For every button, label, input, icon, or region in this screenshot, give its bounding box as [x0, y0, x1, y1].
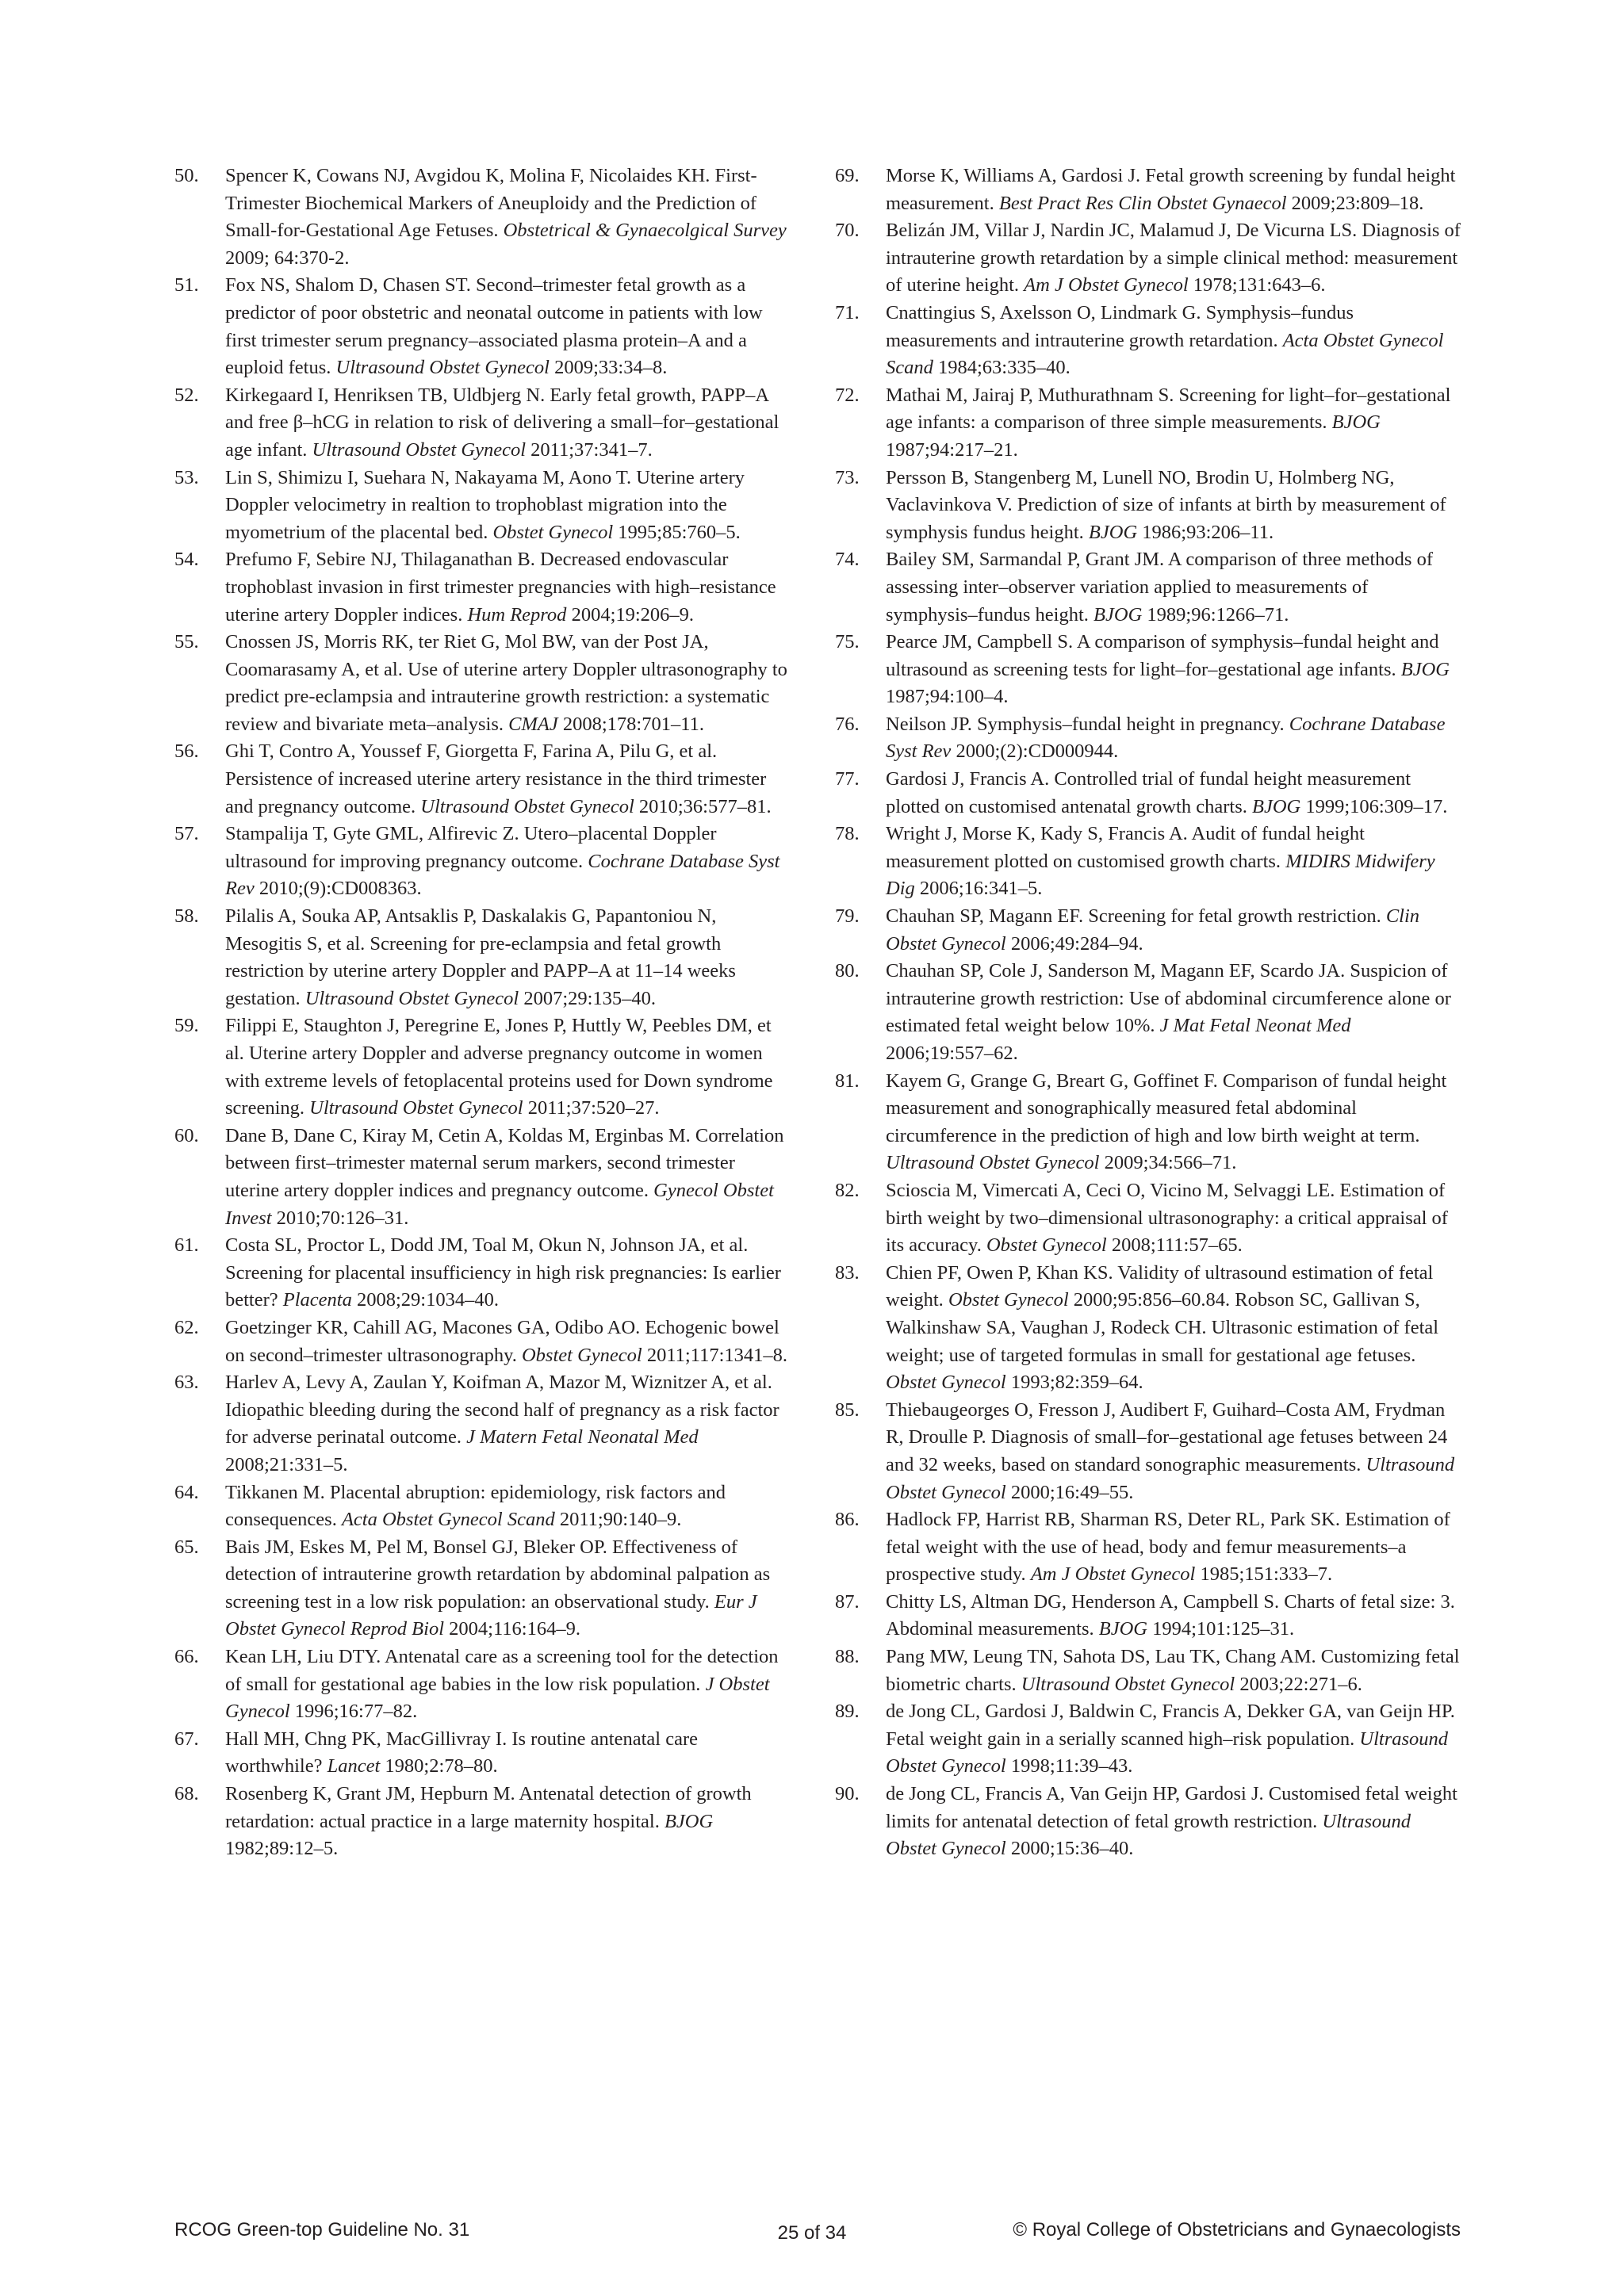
- reference-citation-text: 1980;2:78–80.: [380, 1755, 498, 1777]
- reference-journal: Ultrasound Obstet Gynecol: [335, 357, 550, 379]
- reference-number: 58.: [174, 905, 199, 928]
- reference-citation-text: Persson B, Stangenberg M, Lunell NO, Brodin U, Holmberg NG, Vaclavinkova V. Prediction of size of infants at birth by measurement of symphysis fundus height.: [886, 466, 1446, 543]
- reference-citation-text: 2011;37:341–7.: [526, 438, 653, 461]
- reference-journal: Am J Obstet Gynecol: [1024, 274, 1189, 297]
- reference-journal: J Obstet Gynecol: [225, 1673, 770, 1723]
- reference-citation-text: 2009;33:34–8.: [549, 357, 668, 379]
- reference-journal: Ultrasound Obstet Gynecol: [1021, 1673, 1235, 1695]
- reference-journal: Cochrane Database Syst Rev: [225, 850, 780, 900]
- reference-text: [225, 1534, 790, 1644]
- reference-number: 87.: [835, 1590, 860, 1613]
- reference-text: [225, 903, 790, 1012]
- reference-citation-text: 2003;22:271–6.: [1235, 1673, 1362, 1695]
- reference-number: 65.: [174, 1536, 199, 1558]
- reference-number: 67.: [174, 1728, 199, 1750]
- reference-item: [174, 821, 790, 903]
- footer-copyright: © Royal College of Obstetricians and Gynaecologists: [1013, 2219, 1461, 2241]
- reference-text: [225, 1644, 790, 1726]
- reference-journal: BJOG: [664, 1810, 714, 1832]
- reference-citation-text: 2011;90:140–9.: [554, 1509, 682, 1531]
- reference-journal: Ultrasound Obstet Gynecol: [886, 1728, 1449, 1777]
- reference-citation-text: 1994;101:125–31.: [1147, 1618, 1295, 1640]
- reference-item: [835, 903, 1461, 958]
- reference-item: [835, 546, 1461, 629]
- reference-text: [886, 766, 1461, 821]
- reference-journal: Ultrasound Obstet Gynecol: [886, 1810, 1411, 1860]
- reference-text: [886, 382, 1461, 465]
- reference-number: 83.: [835, 1261, 860, 1284]
- reference-text: [225, 272, 790, 381]
- reference-number: 82.: [835, 1179, 860, 1201]
- reference-number: 78.: [835, 823, 860, 845]
- reference-text: [886, 300, 1461, 382]
- reference-item: [174, 1726, 790, 1781]
- reference-item: [835, 217, 1461, 300]
- reference-citation-text: Stampalija T, Gyte GML, Alfirevic Z. Utero–placental Doppler ultrasound for improving pregnancy outcome.: [225, 823, 717, 872]
- reference-number: 77.: [835, 768, 860, 790]
- reference-citation-text: Kayem G, Grange G, Breart G, Goffinet F. Comparison of fundal height measurement and sonographically measured fetal abdominal circumference in the prediction of high and low birth weight at term.: [886, 1070, 1447, 1146]
- reference-citation-text: Scioscia M, Vimercati A, Ceci O, Vicino M, Selvaggi LE. Estimation of birth weight by two–dimensional ultrasonography: a critical appraisal of its accuracy.: [886, 1179, 1448, 1257]
- reference-citation-text: Cnattingius S, Axelsson O, Lindmark G. Symphysis–fundus measurements and intrauterine growth retardation.: [886, 301, 1354, 351]
- reference-citation-text: Neilson JP. Symphysis–fundal height in pregnancy.: [886, 713, 1289, 735]
- reference-citation-text: Tikkanen M. Placental abruption: epidemiology, risk factors and consequences.: [225, 1481, 726, 1531]
- reference-citation-text: 2011;117:1341–8.: [642, 1344, 787, 1366]
- reference-text: [225, 546, 790, 629]
- reference-number: 66.: [174, 1646, 199, 1668]
- reference-number: 75.: [835, 631, 860, 653]
- reference-text: [225, 738, 790, 821]
- reference-text: [886, 821, 1461, 903]
- reference-number: 62.: [174, 1316, 199, 1338]
- reference-number: 79.: [835, 905, 860, 928]
- reference-journal: J Mat Fetal Neonat Med: [1159, 1015, 1351, 1037]
- reference-item: [835, 1698, 1461, 1781]
- reference-citation-text: 2006;16:341–5.: [914, 878, 1043, 900]
- reference-number: 53.: [174, 466, 199, 488]
- reference-text: [886, 903, 1461, 958]
- reference-number: 73.: [835, 466, 860, 488]
- reference-journal: Obstet Gynecol: [948, 1289, 1069, 1311]
- reference-citation-text: 2000;95:856–60.84. Robson SC, Gallivan S, Walkinshaw SA, Vaughan J, Rodeck CH. Ultrasonic estimation of fetal weight; use of targeted formulas in small for gestational age fetuses.: [886, 1289, 1439, 1366]
- reference-item: [835, 382, 1461, 465]
- reference-item: [174, 1232, 790, 1314]
- reference-citation-text: Cnossen JS, Morris RK, ter Riet G, Mol BW, van der Post JA, Coomarasamy A, et al. Use of uterine artery Doppler ultrasonography to predict pre-eclampsia and intrauterine growth restriction: a systematic review and bivariate meta–analysis.: [225, 631, 787, 735]
- reference-journal: Lancet: [327, 1755, 381, 1777]
- footer-guideline-title: RCOG Green-top Guideline No. 31: [174, 2219, 470, 2241]
- reference-text: [886, 711, 1461, 766]
- reference-item: [174, 1781, 790, 1863]
- reference-number: 86.: [835, 1509, 860, 1531]
- reference-citation-text: 2006;19:557–62.: [886, 1043, 1018, 1064]
- reference-citation-text: 2004;19:206–9.: [566, 603, 695, 626]
- reference-journal: BJOG: [1098, 1618, 1147, 1640]
- reference-citation-text: 1987;94:100–4.: [886, 686, 1009, 708]
- reference-number: 61.: [174, 1234, 199, 1257]
- reference-journal: Ultrasound Obstet Gynecol: [420, 795, 634, 817]
- reference-item: [174, 1314, 790, 1369]
- reference-journal: Cochrane Database Syst Rev: [886, 713, 1446, 763]
- reference-journal: Acta Obstet Gynecol Scand: [341, 1509, 555, 1531]
- reference-citation-text: 1986;93:206–11.: [1137, 521, 1274, 543]
- reference-citation-text: 1998;11:39–43.: [1005, 1755, 1133, 1777]
- reference-item: [835, 1397, 1461, 1506]
- reference-citation-text: 1987;94:217–21.: [886, 438, 1018, 461]
- reference-text: [225, 465, 790, 547]
- reference-item: [174, 1369, 790, 1479]
- reference-citation-text: 2008;178:701–11.: [557, 713, 704, 735]
- reference-text: [225, 1781, 790, 1863]
- reference-text: [886, 1644, 1461, 1698]
- reference-number: 59.: [174, 1015, 199, 1037]
- reference-item: [174, 1534, 790, 1644]
- reference-item: [835, 1177, 1461, 1260]
- reference-journal: Ultrasound Obstet Gynecol: [312, 438, 526, 461]
- reference-text: [225, 1123, 790, 1232]
- reference-journal: Acta Obstet Gynecol Scand: [886, 329, 1444, 379]
- reference-citation-text: 2011;37:520–27.: [523, 1097, 660, 1119]
- reference-journal: Best Pract Res Clin Obstet Gynaecol: [998, 192, 1287, 214]
- reference-text: [886, 1589, 1461, 1644]
- reference-citation-text: 1978;131:643–6.: [1188, 274, 1326, 297]
- reference-citation-text: 1982;89:12–5.: [225, 1838, 339, 1860]
- reference-text: [225, 382, 790, 465]
- reference-citation-text: 2006;49:284–94.: [1005, 932, 1143, 955]
- reference-citation-text: Wright J, Morse K, Kady S, Francis A. Audit of fundal height measurement plotted on customised growth charts.: [886, 823, 1365, 872]
- reference-item: [174, 629, 790, 738]
- reference-journal: BJOG: [1094, 603, 1143, 626]
- reference-journal: Eur J Obstet Gynecol Reprod Biol: [225, 1590, 757, 1640]
- footer-page-number: 25 of 34: [777, 2222, 847, 2244]
- reference-citation-text: Chauhan SP, Cole J, Sanderson M, Magann EF, Scardo JA. Suspicion of intrauterine growth restriction: Use of abdominal circumference alone or estimated fetal weight below 10%.: [886, 960, 1451, 1037]
- reference-citation-text: 2004;116:164–9.: [444, 1618, 580, 1640]
- reference-citation-text: Morse K, Williams A, Gardosi J. Fetal growth screening by fundal height measurement.: [886, 165, 1456, 214]
- reference-citation-text: Dane B, Dane C, Kiray M, Cetin A, Koldas M, Erginbas M. Correlation between first–trimester maternal serum markers, second trimester uterine artery doppler indices and pregnancy outcome.: [225, 1124, 784, 1201]
- reference-citation-text: Pearce JM, Campbell S. A comparison of symphysis–fundal height and ultrasound as screening tests for light–for–gestational age infants.: [886, 631, 1439, 680]
- reference-text: [886, 546, 1461, 629]
- reference-citation-text: 2008;111:57–65.: [1106, 1234, 1243, 1257]
- reference-citation-text: Gardosi J, Francis A. Controlled trial of fundal height measurement plotted on customised antenatal growth charts.: [886, 768, 1411, 817]
- reference-citation-text: 2000;15:36–40.: [1005, 1838, 1134, 1860]
- reference-text: [225, 1726, 790, 1781]
- reference-text: [886, 629, 1461, 711]
- reference-text: [886, 1177, 1461, 1260]
- reference-number: 81.: [835, 1070, 860, 1092]
- reference-number: 85.: [835, 1399, 860, 1421]
- reference-citation-text: 2007;29:135–40.: [519, 987, 657, 1009]
- reference-item: [174, 1123, 790, 1232]
- reference-number: 71.: [835, 301, 860, 323]
- reference-text: [225, 629, 790, 738]
- reference-journal: Placenta: [282, 1289, 352, 1311]
- reference-citation-text: 2010;(9):CD008363.: [254, 878, 422, 900]
- reference-number: 56.: [174, 740, 199, 763]
- reference-number: 89.: [835, 1701, 860, 1723]
- reference-text: [225, 821, 790, 903]
- reference-citation-text: 2010;70:126–31.: [271, 1207, 409, 1229]
- reference-item: [835, 163, 1461, 217]
- reference-citation-text: Pang MW, Leung TN, Sahota DS, Lau TK, Chang AM. Customizing fetal biometric charts.: [886, 1646, 1460, 1695]
- reference-citation-text: Spencer K, Cowans NJ, Avgidou K, Molina F, Nicolaides KH. First-Trimester Biochemical Markers of Aneuploidy and the Prediction of Small-for-Gestational Age Fetuses.: [225, 165, 757, 242]
- reference-journal: MIDIRS Midwifery Dig: [886, 850, 1435, 900]
- reference-journal: Obstet Gynecol: [492, 521, 614, 543]
- reference-citation-text: Kean LH, Liu DTY. Antenatal care as a screening tool for the detection of small for gestational age babies in the low risk population.: [225, 1646, 779, 1695]
- reference-citation-text: Ghi T, Contro A, Youssef F, Giorgetta F, Farina A, Pilu G, et al. Persistence of increased uterine artery resistance in the third trimester and pregnancy outcome.: [225, 740, 767, 817]
- reference-item: [174, 1012, 790, 1122]
- reference-citation-text: 2008;21:331–5.: [225, 1453, 348, 1475]
- reference-text: [886, 1068, 1461, 1177]
- reference-citation-text: Chien PF, Owen P, Khan KS. Validity of ultrasound estimation of fetal weight.: [886, 1261, 1434, 1311]
- reference-number: 88.: [835, 1646, 860, 1668]
- reference-citation-text: Pilalis A, Souka AP, Antsaklis P, Daskalakis G, Papantoniou N, Mesogitis S, et al. Screening for pre-eclampsia and fetal growth restriction by uterine artery Doppler and PAPP–A at 11–14 weeks gestation.: [225, 905, 736, 1009]
- reference-number: 51.: [174, 274, 199, 297]
- reference-number: 60.: [174, 1124, 199, 1146]
- reference-item: [835, 1068, 1461, 1177]
- reference-item: [174, 903, 790, 1012]
- reference-citation-text: 1989;96:1266–71.: [1142, 603, 1289, 626]
- reference-number: 72.: [835, 384, 860, 406]
- reference-citation-text: Bais JM, Eskes M, Pel M, Bonsel GJ, Bleker OP. Effectiveness of detection of intrauterine growth retardation by abdominal palpation as screening test in a low risk population: an observational study.: [225, 1536, 771, 1613]
- reference-item: [835, 766, 1461, 821]
- reference-journal: Gynecol Obstet Invest: [225, 1179, 774, 1229]
- reference-citation-text: 1984;63:335–40.: [933, 357, 1071, 379]
- reference-item: [835, 300, 1461, 382]
- reference-citation-text: Rosenberg K, Grant JM, Hepburn M. Antenatal detection of growth retardation: actual practice in a large maternity hospital.: [225, 1783, 752, 1832]
- reference-citation-text: 1993;82:359–64.: [1005, 1372, 1143, 1394]
- reference-item: [835, 1781, 1461, 1863]
- reference-citation-text: 1996;16:77–82.: [289, 1701, 418, 1723]
- reference-citation-text: Hall MH, Chng PK, MacGillivray I. Is routine antenatal care worthwhile?: [225, 1728, 699, 1777]
- reference-journal: Am J Obstet Gynecol: [1030, 1563, 1196, 1586]
- reference-number: 74.: [835, 549, 860, 571]
- reference-citation-text: 2009;34:566–71.: [1099, 1152, 1237, 1174]
- reference-text: [225, 1012, 790, 1122]
- reference-number: 70.: [835, 220, 860, 242]
- reference-text: [886, 465, 1461, 547]
- reference-number: 64.: [174, 1481, 199, 1503]
- reference-number: 69.: [835, 165, 860, 186]
- reference-journal: Obstetrical & Gynaecolgical Survey: [503, 220, 787, 242]
- reference-number: 54.: [174, 549, 199, 571]
- reference-citation-text: Fox NS, Shalom D, Chasen ST. Second–trimester fetal growth as a predictor of poor obstetric and neonatal outcome in patients with low first trimester serum pregnancy–associated plasma protein–A and a euploid fetus.: [225, 274, 763, 379]
- reference-number: 76.: [835, 713, 860, 735]
- reference-number: 50.: [174, 165, 199, 186]
- reference-item: [835, 629, 1461, 711]
- reference-item: [835, 958, 1461, 1067]
- reference-journal: Hum Reprod: [467, 603, 567, 626]
- reference-item: [174, 382, 790, 465]
- reference-item: [174, 546, 790, 629]
- reference-item: [174, 1644, 790, 1726]
- reference-citation-text: 2000;(2):CD000944.: [951, 740, 1119, 763]
- reference-text: [225, 1314, 790, 1369]
- reference-citation-text: Mathai M, Jairaj P, Muthurathnam S. Screening for light–for–gestational age infants: a comparison of three simple measurements.: [886, 384, 1451, 434]
- reference-citation-text: 2009;23:809–18.: [1286, 192, 1424, 214]
- reference-journal: BJOG: [1400, 658, 1450, 680]
- reference-citation-text: Kirkegaard I, Henriksen TB, Uldbjerg N. Early fetal growth, PAPP–A and free β–hCG in relation to risk of delivering a small–for–gestational age infant.: [225, 384, 779, 461]
- reference-citation-text: 2010;36:577–81.: [634, 795, 772, 817]
- reference-journal: Obstet Gynecol: [886, 1372, 1006, 1394]
- reference-item: [835, 1644, 1461, 1698]
- reference-item: [174, 272, 790, 381]
- references-left-column: [174, 163, 790, 1863]
- reference-citation-text: Belizán JM, Villar J, Nardin JC, Malamud J, De Vicurna LS. Diagnosis of intrauterine growth retardation by a simple clinical method: measurement of uterine height.: [886, 220, 1461, 297]
- reference-citation-text: Prefumo F, Sebire NJ, Thilaganathan B. Decreased endovascular trophoblast invasion in first trimester pregnancies with high–resistance uterine artery Doppler indices.: [225, 549, 776, 626]
- reference-journal: Ultrasound Obstet Gynecol: [886, 1453, 1455, 1503]
- reference-journal: Ultrasound Obstet Gynecol: [886, 1152, 1100, 1174]
- reference-number: 52.: [174, 384, 199, 406]
- reference-item: [835, 1260, 1461, 1397]
- reference-citation-text: Costa SL, Proctor L, Dodd JM, Toal M, Okun N, Johnson JA, et al. Screening for placental insufficiency in high risk pregnancies: Is earlier better?: [225, 1234, 781, 1311]
- reference-item: [174, 1479, 790, 1534]
- reference-text: [225, 1232, 790, 1314]
- reference-number: 68.: [174, 1783, 199, 1805]
- reference-citation-text: Thiebaugeorges O, Fresson J, Audibert F, Guihard–Costa AM, Frydman R, Droulle P. Diagnosis of small–for–gestational age fetuses between 24 and 32 weeks, based on standard sonographic measurements.: [886, 1399, 1448, 1475]
- reference-citation-text: 2008;29:1034–40.: [351, 1289, 499, 1311]
- reference-item: [174, 465, 790, 547]
- reference-item: [835, 711, 1461, 766]
- reference-number: 90.: [835, 1783, 860, 1805]
- reference-text: [886, 163, 1461, 217]
- reference-item: [835, 821, 1461, 903]
- reference-journal: Ultrasound Obstet Gynecol: [304, 987, 519, 1009]
- reference-journal: BJOG: [1331, 411, 1381, 434]
- reference-citation-text: Chitty LS, Altman DG, Henderson A, Campbell S. Charts of fetal size: 3. Abdominal measurements.: [886, 1590, 1455, 1640]
- reference-text: [886, 217, 1461, 300]
- reference-journal: Obstet Gynecol: [521, 1344, 642, 1366]
- reference-journal: BJOG: [1251, 795, 1301, 817]
- reference-text: [886, 1397, 1461, 1506]
- reference-citation-text: Lin S, Shimizu I, Suehara N, Nakayama M, Aono T. Uterine artery Doppler velocimetry in realtion to trophoblast migration into the myometrium of the placental bed.: [225, 466, 745, 543]
- reference-text: [886, 1781, 1461, 1863]
- reference-citation-text: Chauhan SP, Magann EF. Screening for fetal growth restriction.: [886, 905, 1386, 928]
- reference-item: [174, 163, 790, 272]
- reference-text: [886, 958, 1461, 1067]
- reference-journal: Ultrasound Obstet Gynecol: [309, 1097, 523, 1119]
- reference-number: 63.: [174, 1372, 199, 1394]
- reference-number: 80.: [835, 960, 860, 982]
- reference-item: [835, 465, 1461, 547]
- reference-text: [886, 1260, 1461, 1397]
- reference-journal: CMAJ: [508, 713, 558, 735]
- reference-citation-text: de Jong CL, Gardosi J, Baldwin C, Francis A, Dekker GA, van Geijn HP. Fetal weight gain in a serially scanned high–risk population.: [886, 1701, 1455, 1750]
- reference-citation-text: 1999;106:309–17.: [1300, 795, 1448, 817]
- reference-journal: Clin Obstet Gynecol: [886, 905, 1420, 955]
- reference-citation-text: 1985;151:333–7.: [1195, 1563, 1333, 1586]
- reference-citation-text: Filippi E, Staughton J, Peregrine E, Jones P, Huttly W, Peebles DM, et al. Uterine artery Doppler and adverse pregnancy outcome in women with extreme levels of fetoplacental proteins used for Down syndrome screening.: [225, 1015, 773, 1119]
- reference-citation-text: de Jong CL, Francis A, Van Geijn HP, Gardosi J. Customised fetal weight limits for antenatal detection of fetal growth restriction.: [886, 1783, 1457, 1832]
- reference-citation-text: 1995;85:760–5.: [613, 521, 741, 543]
- reference-text: [225, 163, 790, 272]
- reference-text: [886, 1506, 1461, 1589]
- reference-number: 57.: [174, 823, 199, 845]
- reference-citation-text: 2009; 64:370-2.: [225, 247, 350, 269]
- reference-citation-text: Harlev A, Levy A, Zaulan Y, Koifman A, Mazor M, Wiznitzer A, et al. Idiopathic bleeding during the second half of pregnancy as a risk factor for adverse perinatal outcome.: [225, 1372, 779, 1448]
- reference-item: [835, 1506, 1461, 1589]
- reference-citation-text: Bailey SM, Sarmandal P, Grant JM. A comparison of three methods of assessing inter–observer variation applied to measurements of symphysis–fundus height.: [886, 549, 1433, 626]
- reference-journal: Obstet Gynecol: [986, 1234, 1107, 1257]
- reference-item: [174, 738, 790, 821]
- references-right-column: [835, 163, 1461, 1863]
- reference-citation-text: 2000;16:49–55.: [1005, 1481, 1134, 1503]
- reference-number: 55.: [174, 631, 199, 653]
- reference-item: [835, 1589, 1461, 1644]
- reference-text: [225, 1479, 790, 1534]
- reference-text: [225, 1369, 790, 1479]
- reference-journal: J Matern Fetal Neonatal Med: [466, 1426, 699, 1448]
- reference-citation-text: Goetzinger KR, Cahill AG, Macones GA, Odibo AO. Echogenic bowel on second–trimester ultrasonography.: [225, 1316, 779, 1366]
- reference-journal: BJOG: [1088, 521, 1138, 543]
- reference-citation-text: Hadlock FP, Harrist RB, Sharman RS, Deter RL, Park SK. Estimation of fetal weight with the use of head, body and femur measurements–a prospective study.: [886, 1509, 1450, 1586]
- reference-text: [886, 1698, 1461, 1781]
